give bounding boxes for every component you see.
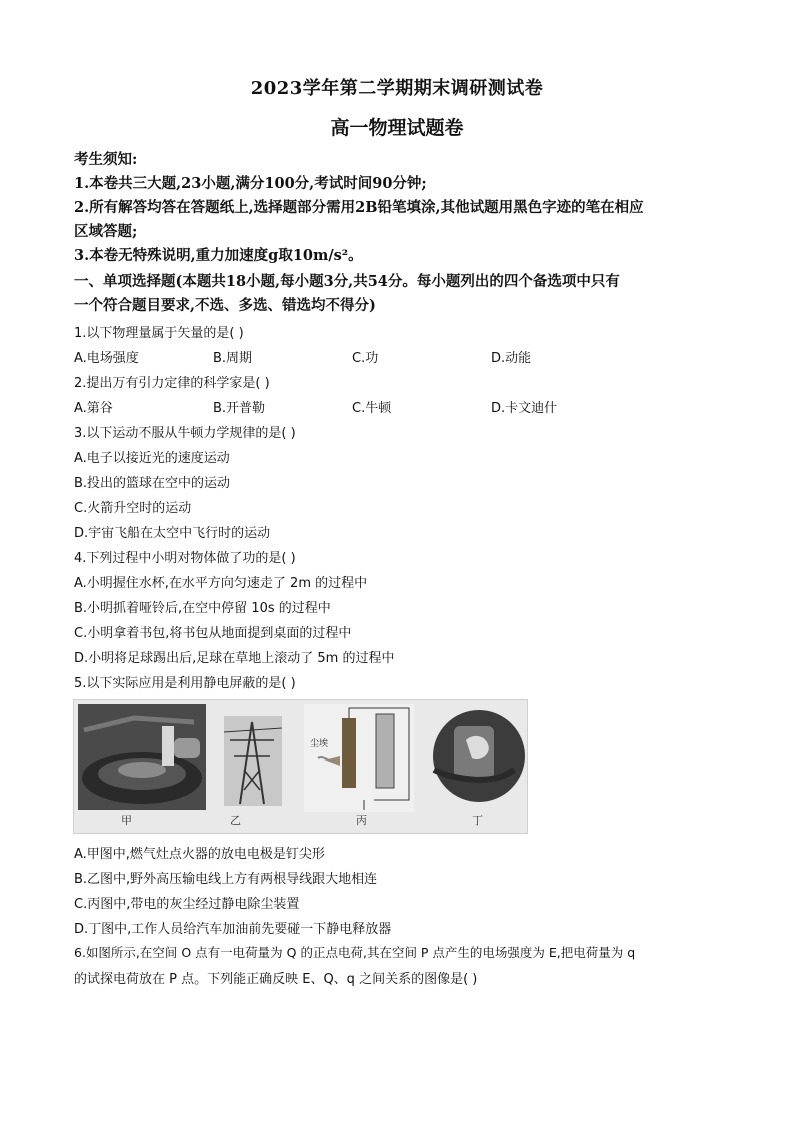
question-3-option-b: B.投出的篮球在空中的运动 <box>74 476 231 491</box>
question-4-option-d: D.小明将足球踢出后,足球在草地上滚动了 5m 的过程中 <box>74 651 395 666</box>
question-5-option-a: A.甲图中,燃气灶点火器的放电电极是钉尖形 <box>74 847 325 862</box>
question-1-option-c: C.功 <box>352 351 379 366</box>
question-1-option-b: B.周期 <box>213 351 253 366</box>
question-5-option-b: B.乙图中,野外高压输电线上方有两根导线跟大地相连 <box>74 872 378 887</box>
notice-item-1: 1.本卷共三大题,23小题,满分100分,考试时间90分钟; <box>74 175 427 192</box>
question-6-stem-line-2: 的试探电荷放在 P 点。下列能正确反映 E、Q、q 之间关系的图像是( ) <box>74 972 478 987</box>
question-5-figure <box>73 699 528 834</box>
figure-label-ding: 丁 <box>472 814 483 827</box>
question-2-option-c: C.牛顿 <box>352 401 392 416</box>
question-5-figure-drawing <box>74 700 527 833</box>
notice-item-2: 2.所有解答均答在答题纸上,选择题部分需用2B铅笔填涂,其他试题用黑色字迹的笔在相应 <box>74 199 644 216</box>
question-1-option-d: D.动能 <box>491 351 532 366</box>
question-4-option-a: A.小明握住水杯,在水平方向匀速走了 2m 的过程中 <box>74 576 368 591</box>
question-2-option-d: D.卡文迪什 <box>491 401 558 416</box>
question-3-option-c: C.火箭升空时的运动 <box>74 501 192 516</box>
question-2-option-a: A.第谷 <box>74 401 113 416</box>
question-6-stem-line-1: 6.如图所示,在空间 O 点有一电荷量为 Q 的正点电荷,其在空间 P 点产生的电场强度为 E,把电荷量为 q <box>74 945 636 960</box>
question-2-stem: 2.提出万有引力定律的科学家是( ) <box>74 376 270 391</box>
section-heading: 一、单项选择题(本题共18小题,每小题3分,共54分。每小题列出的四个备选项中只有 <box>74 273 620 290</box>
figure-label-bing: 丙 <box>356 814 367 827</box>
notice-item-3: 3.本卷无特殊说明,重力加速度g取10m/s²。 <box>74 247 363 264</box>
notice-heading: 考生须知: <box>74 151 138 168</box>
question-3-option-a: A.电子以接近光的速度运动 <box>74 451 230 466</box>
question-3-option-d: D.宇宙飞船在太空中飞行时的运动 <box>74 526 271 541</box>
question-5-stem: 5.以下实际应用是利用静电屏蔽的是( ) <box>74 676 296 691</box>
figure-panel-jia <box>78 704 206 810</box>
exam-title: 2023学年第二学期期末调研测试卷 <box>250 78 544 99</box>
question-4-option-c: C.小明拿着书包,将书包从地面提到桌面的过程中 <box>74 626 352 641</box>
figure-dust-label: 尘埃 <box>310 739 329 749</box>
question-3-stem: 3.以下运动不服从牛顿力学规律的是( ) <box>74 426 296 441</box>
question-5-option-d: D.丁图中,工作人员给汽车加油前先要碰一下静电释放器 <box>74 922 392 937</box>
question-4-stem: 4.下列过程中小明对物体做了功的是( ) <box>74 551 296 566</box>
figure-label-yi: 乙 <box>230 814 241 827</box>
question-5-option-c: C.丙图中,带电的灰尘经过静电除尘装置 <box>74 897 300 912</box>
figure-panel-yi <box>224 716 282 806</box>
section-heading-cont: 一个符合题目要求,不选、多选、错选均不得分) <box>74 297 376 314</box>
question-1-option-a: A.电场强度 <box>74 351 139 366</box>
figure-panel-bing <box>304 704 414 812</box>
notice-item-2-cont: 区域答题; <box>74 223 138 240</box>
figure-panel-ding <box>433 710 525 802</box>
question-4-option-b: B.小明抓着哑铃后,在空中停留 10s 的过程中 <box>74 601 331 616</box>
exam-subtitle: 高一物理试题卷 <box>330 117 464 139</box>
figure-label-jia: 甲 <box>121 814 132 827</box>
question-1-stem: 1.以下物理量属于矢量的是( ) <box>74 326 244 341</box>
question-2-option-b: B.开普勒 <box>213 401 266 416</box>
